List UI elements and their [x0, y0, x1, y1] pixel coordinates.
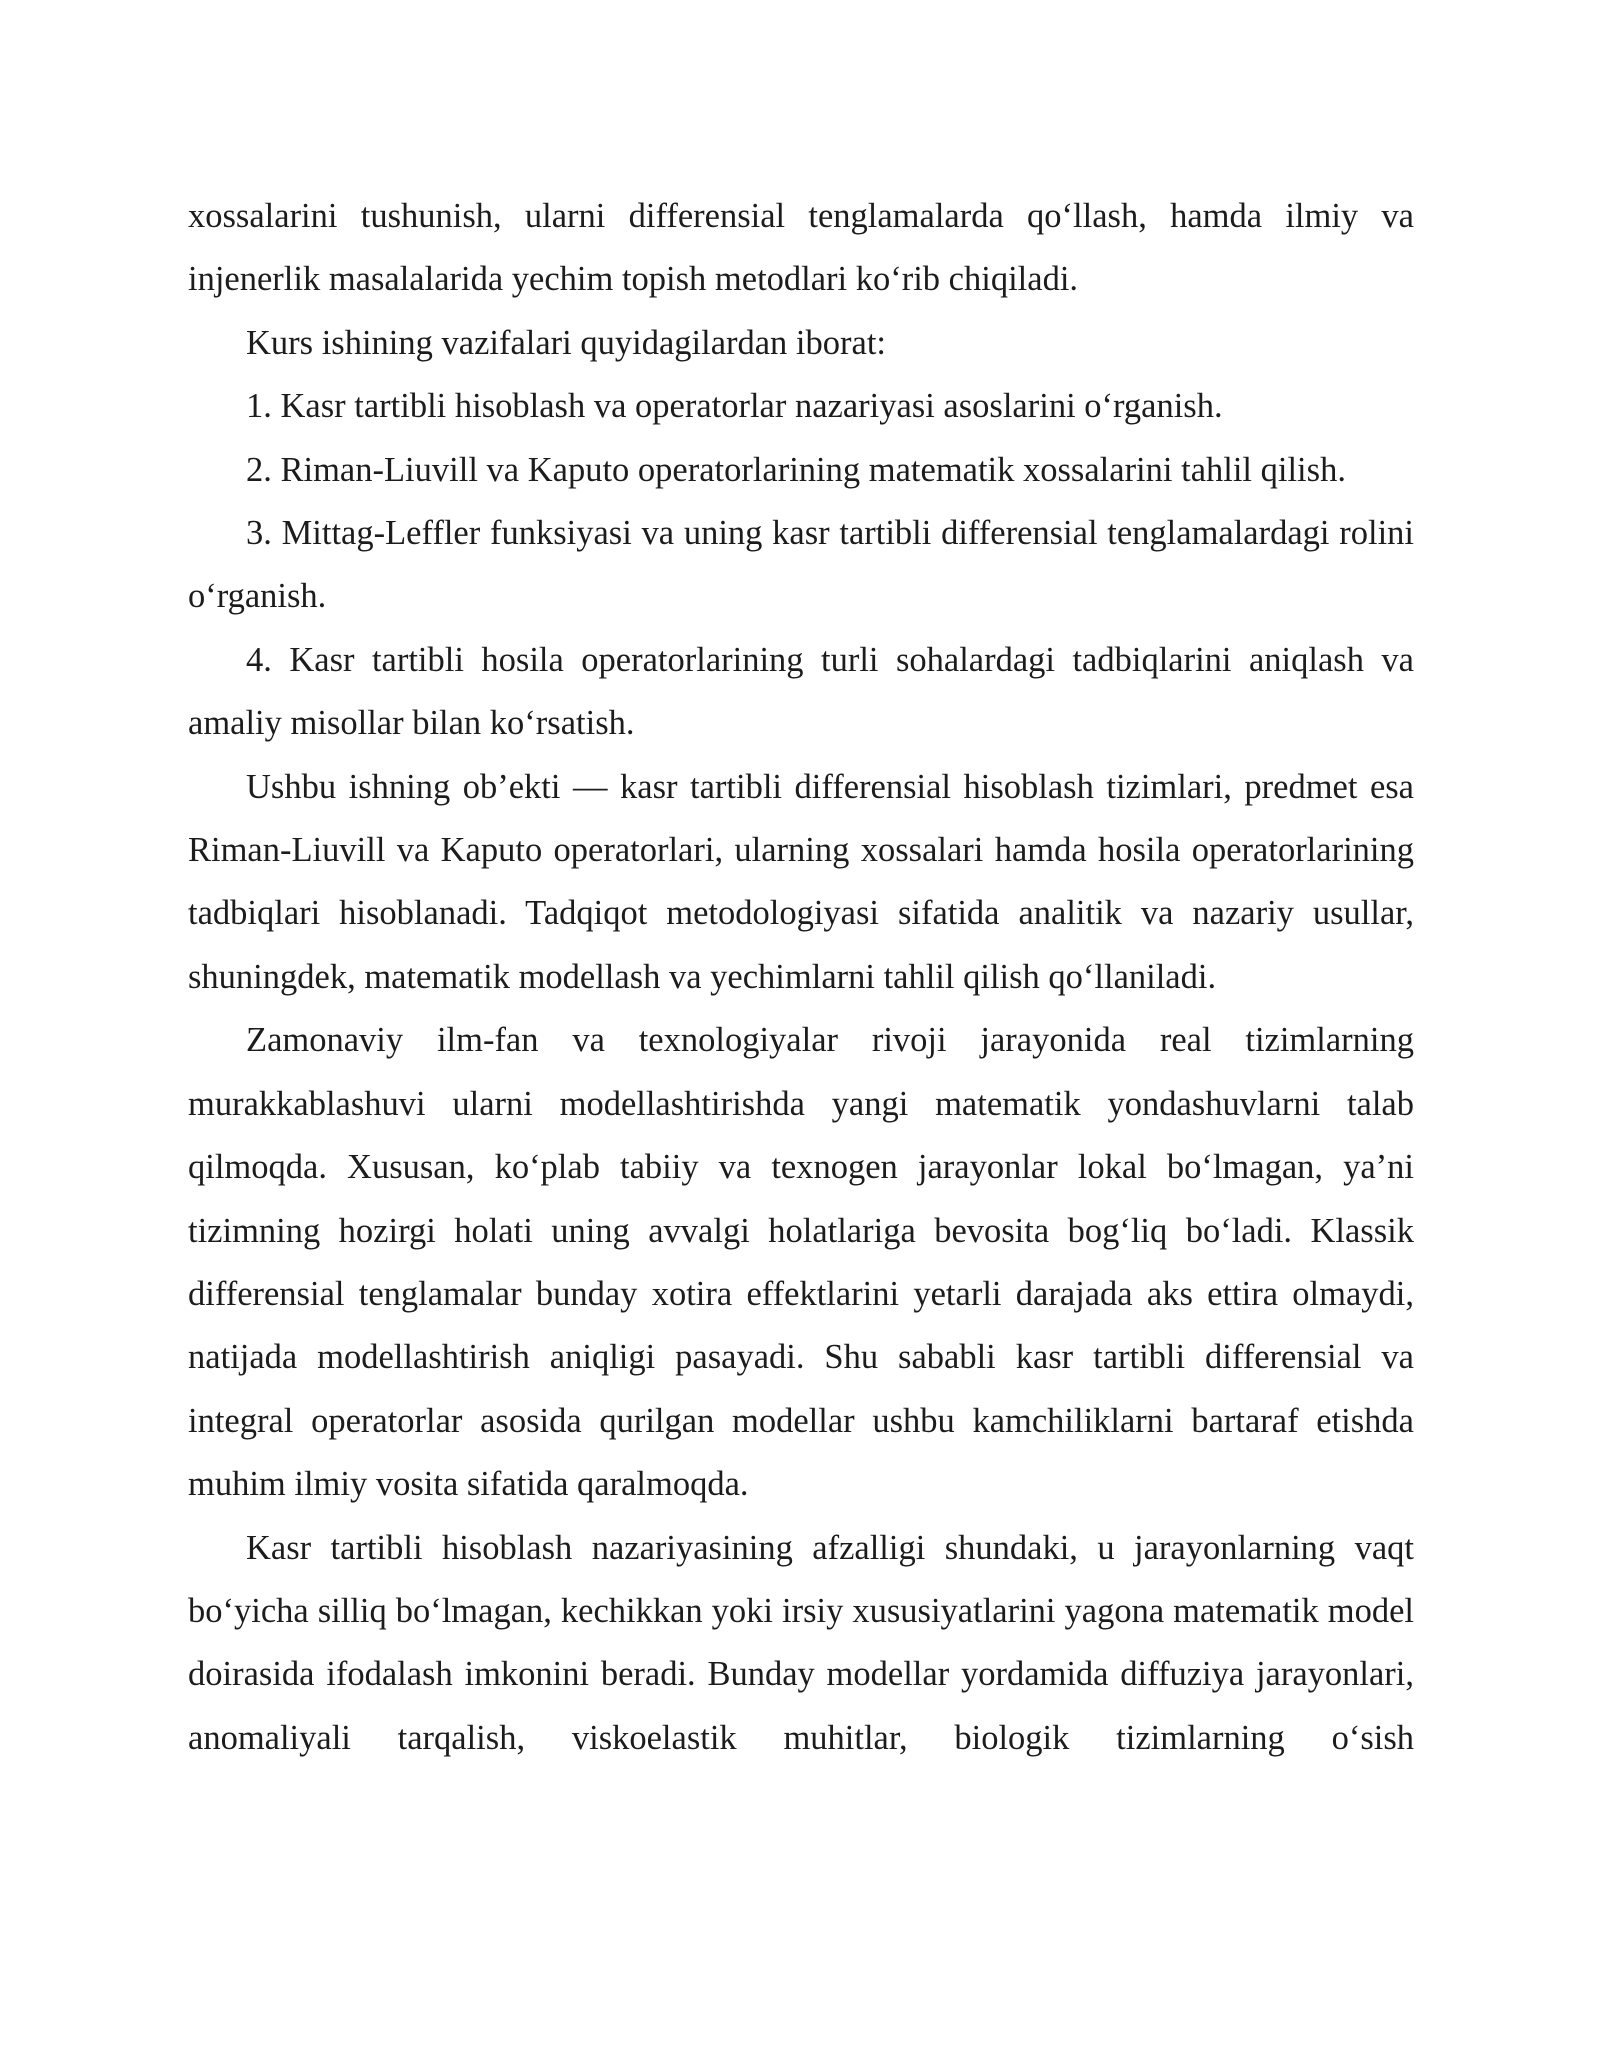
list-item-task-4: 4. Kasr tartibli hosila operatorlarining turli sohalardagi tadbiqlarini aniqlash va amaliy misollar bilan ko‘rsatish. — [188, 640, 1414, 743]
paragraph-advantages: Kasr tartibli hisoblash nazariyasining afzalligi shundaki, u jarayonlarning vaqt bo‘yicha silliq bo‘lmagan, kechikkan yoki irsiy xususiyatlarini yagona matematik model doirasida ifodalash imkonini beradi. Bunday modellar yordamida diffuziya jarayonlari, anomaliyali tarqalish, viskoelastik muhitlar, biologik tizimlarning o‘sish — [188, 1528, 1414, 1757]
list-item-task-3: 3. Mittag-Leffler funksiyasi va uning kasr tartibli differensial tenglamalardagi rolini o‘rganish. — [188, 514, 1414, 616]
list-item-task-1: 1. Kasr tartibli hisoblash va operatorlar nazariyasi asoslarini o‘rganish. — [246, 387, 1223, 426]
document-body — [188, 185, 1414, 1770]
list-item-task-2: 2. Riman-Liuvill va Kaputo operatorlarining matematik xossalarini tahlil qilish. — [246, 450, 1346, 489]
paragraph-object-subject: Ushbu ishning ob’ekti — kasr tartibli differensial hisoblash tizimlari, predmet esa Riman-Liuvill va Kaputo operatorlari, ularning xossalari hamda hosila operatorlarining tadbiqlari hisoblanadi. Tadqiqot metodologiyasi sifatida analitik va nazariy usullar, shuningdek, matematik modellash va yechimlarni tahlil qilish qo‘llaniladi. — [188, 767, 1414, 996]
paragraph-continuation: xossalarini tushunish, ularni differensial tenglamalarda qo‘llash, hamda ilmiy va injenerlik masalalarida yechim topish metodlari ko‘rib chiqiladi. — [188, 197, 1414, 299]
paragraph-modern-science: Zamonaviy ilm-fan va texnologiyalar rivoji jarayonida real tizimlarning murakkablashuvi ularni modellashtirishda yangi matematik yondashuvlarni talab qilmoqda. Xususan, ko‘plab tabiiy va texnogen jarayonlar lokal bo‘lmagan, ya’ni tizimning hozirgi holati uning avvalgi holatlariga bevosita bog‘liq bo‘ladi. Klassik differensial tenglamalar bunday xotira effektlarini yetarli darajada aks ettira olmaydi, natijada modellashtirish aniqligi pasayadi. Shu sababli kasr tartibli differensial va integral operatorlar asosida qurilgan modellar ushbu kamchiliklarni bartaraf etishda muhim ilmiy vosita sifatida qaralmoqda. — [188, 1021, 1414, 1504]
paragraph-tasks-intro: Kurs ishining vazifalari quyidagilardan iborat: — [246, 323, 886, 362]
